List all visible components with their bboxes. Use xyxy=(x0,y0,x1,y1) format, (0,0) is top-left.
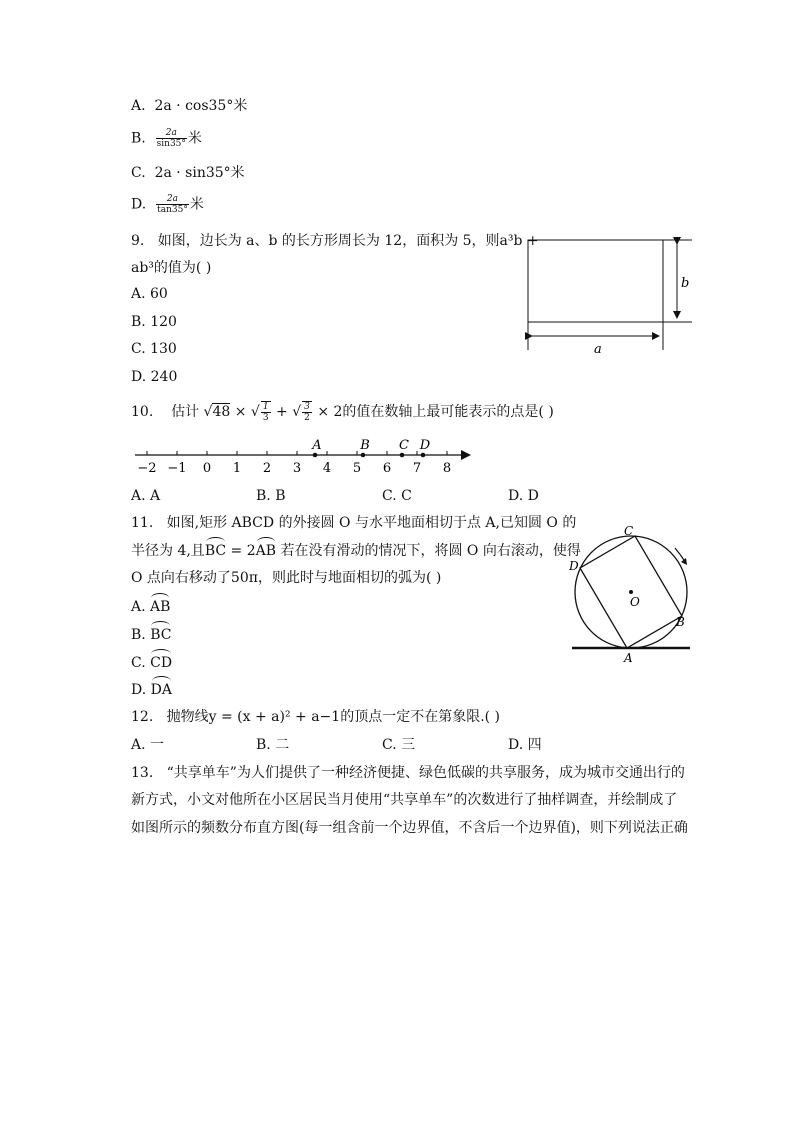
tick-label: 4 xyxy=(322,461,332,476)
q11-stem-line3: O 点向右移动了50π，则此时与地面相切的弧为( ) xyxy=(131,570,442,586)
q8-option-c: C. 2a · sin35°米 xyxy=(131,165,245,181)
center-o xyxy=(629,590,633,594)
point-c xyxy=(400,453,405,458)
q9-stem-line2: ab³的值为( ) xyxy=(131,260,212,276)
q10-option-b: B. B xyxy=(256,488,286,504)
label-a: A xyxy=(624,651,633,665)
q11-option-b: B. BC xyxy=(131,627,172,643)
tick-label: 1 xyxy=(232,461,242,476)
q11-stem-line1: 11. 如图,矩形 ABCD 的外接圆 O 与水平地面相切于点 A,已知圆 O 的 xyxy=(131,515,577,531)
q11-option-c: C. CD xyxy=(131,655,173,671)
q9-stem-line1: 9. 如图，边长为 a、b 的长方形周长为 12，面积为 5，则a³b + xyxy=(131,233,539,249)
q8-option-d: D. $\frac{2a}{\tan 35^\circ}$ 米 xyxy=(131,194,204,215)
axis-arrow xyxy=(461,450,471,460)
label-b: b xyxy=(681,276,690,291)
q13-stem-line1: 13. “共享单车”为人们提供了一种经济便捷、绿色低碳的共享服务，成为城市交通出行的 xyxy=(131,765,685,781)
q8-option-a: A. 2a · cos35°米 xyxy=(131,98,248,114)
tick-label: 8 xyxy=(442,461,452,476)
label-d: D xyxy=(569,559,579,573)
q11-circle-figure xyxy=(560,518,700,666)
tick-label: 2 xyxy=(262,461,272,476)
point-label-c: C xyxy=(399,438,409,453)
point-label-b: B xyxy=(360,438,370,453)
q9-option-a: A. 60 xyxy=(131,286,168,302)
q8-d-fraction: $\frac{2a}{\tan 35^\circ}$ xyxy=(157,194,188,215)
q13-stem-line3: 如图所示的频数分布直方图(每一组含前一个边界值，不含后一个边界值)，则下列说法正确 xyxy=(131,820,688,836)
q9-option-d: D. 240 xyxy=(131,369,178,385)
sqrt-frac-1-3: √ $\frac{1}{3}$ xyxy=(250,402,269,423)
tick-label: 7 xyxy=(412,461,422,476)
q10-option-c: C. C xyxy=(382,488,412,504)
sqrt-48: √48 xyxy=(203,404,231,420)
label-b: B xyxy=(676,615,685,629)
q10-option-a: A. A xyxy=(131,488,161,504)
arc-ab: AB xyxy=(255,543,277,559)
q10-option-d: D. D xyxy=(508,488,539,504)
q9-option-c: C. 130 xyxy=(131,341,177,357)
q12-option-c: C. 三 xyxy=(382,737,416,753)
q8-b-fraction: $\frac{2a}{\sin 35^\circ}$ xyxy=(156,128,186,149)
tick-label: 0 xyxy=(202,461,212,476)
tick-label: 6 xyxy=(382,461,392,476)
rectangle xyxy=(528,240,663,322)
q12-stem: 12. 抛物线y = (x + a)² + a−1的顶点一定不在第象限.( ) xyxy=(131,709,501,725)
point-d xyxy=(421,453,426,458)
tick-label: −1 xyxy=(167,461,187,476)
q13-stem-line2: 新方式，小文对他所在小区居民当月使用“共享单车”的次数进行了抽样调查，并绘制成了 xyxy=(131,792,678,808)
q12-option-b: B. 二 xyxy=(256,737,290,753)
label-a: a xyxy=(594,342,602,357)
q10-stem: 10. 估计 √48 × √ $\frac{1}{3}$ + √ $\frac{3}{2}$ × 2的值在数轴上最可能表示的点是( ) xyxy=(131,402,554,423)
q11-option-d: D. DA xyxy=(131,682,172,698)
tick-label: −2 xyxy=(137,461,157,476)
point-label-d: D xyxy=(419,438,431,453)
q10-number-line xyxy=(125,433,475,481)
q9-option-b: B. 120 xyxy=(131,314,177,330)
point-label-a: A xyxy=(312,438,322,453)
point-a xyxy=(313,453,318,458)
tick-label: 3 xyxy=(292,461,302,476)
sqrt-frac-3-2: √ $\frac{3}{2}$ xyxy=(292,402,310,423)
q12-option-a: A. 一 xyxy=(131,737,165,753)
tick-label: 5 xyxy=(352,461,362,476)
label-c: C xyxy=(624,524,634,538)
point-b xyxy=(361,453,366,458)
q11-option-a: A. AB xyxy=(131,599,171,615)
q9-rectangle-figure xyxy=(520,232,700,358)
q12-option-d: D. 四 xyxy=(508,737,542,753)
q8-option-b: B. $\frac{2a}{\sin 35^\circ}$ 米 xyxy=(131,128,202,149)
arc-bc: BC xyxy=(204,543,227,559)
q11-stem-line2: 半径为 4,且BC = 2AB 若在没有滑动的情况下，将圆 O 向右滚动，使得 xyxy=(131,543,581,559)
label-o: O xyxy=(630,595,640,609)
